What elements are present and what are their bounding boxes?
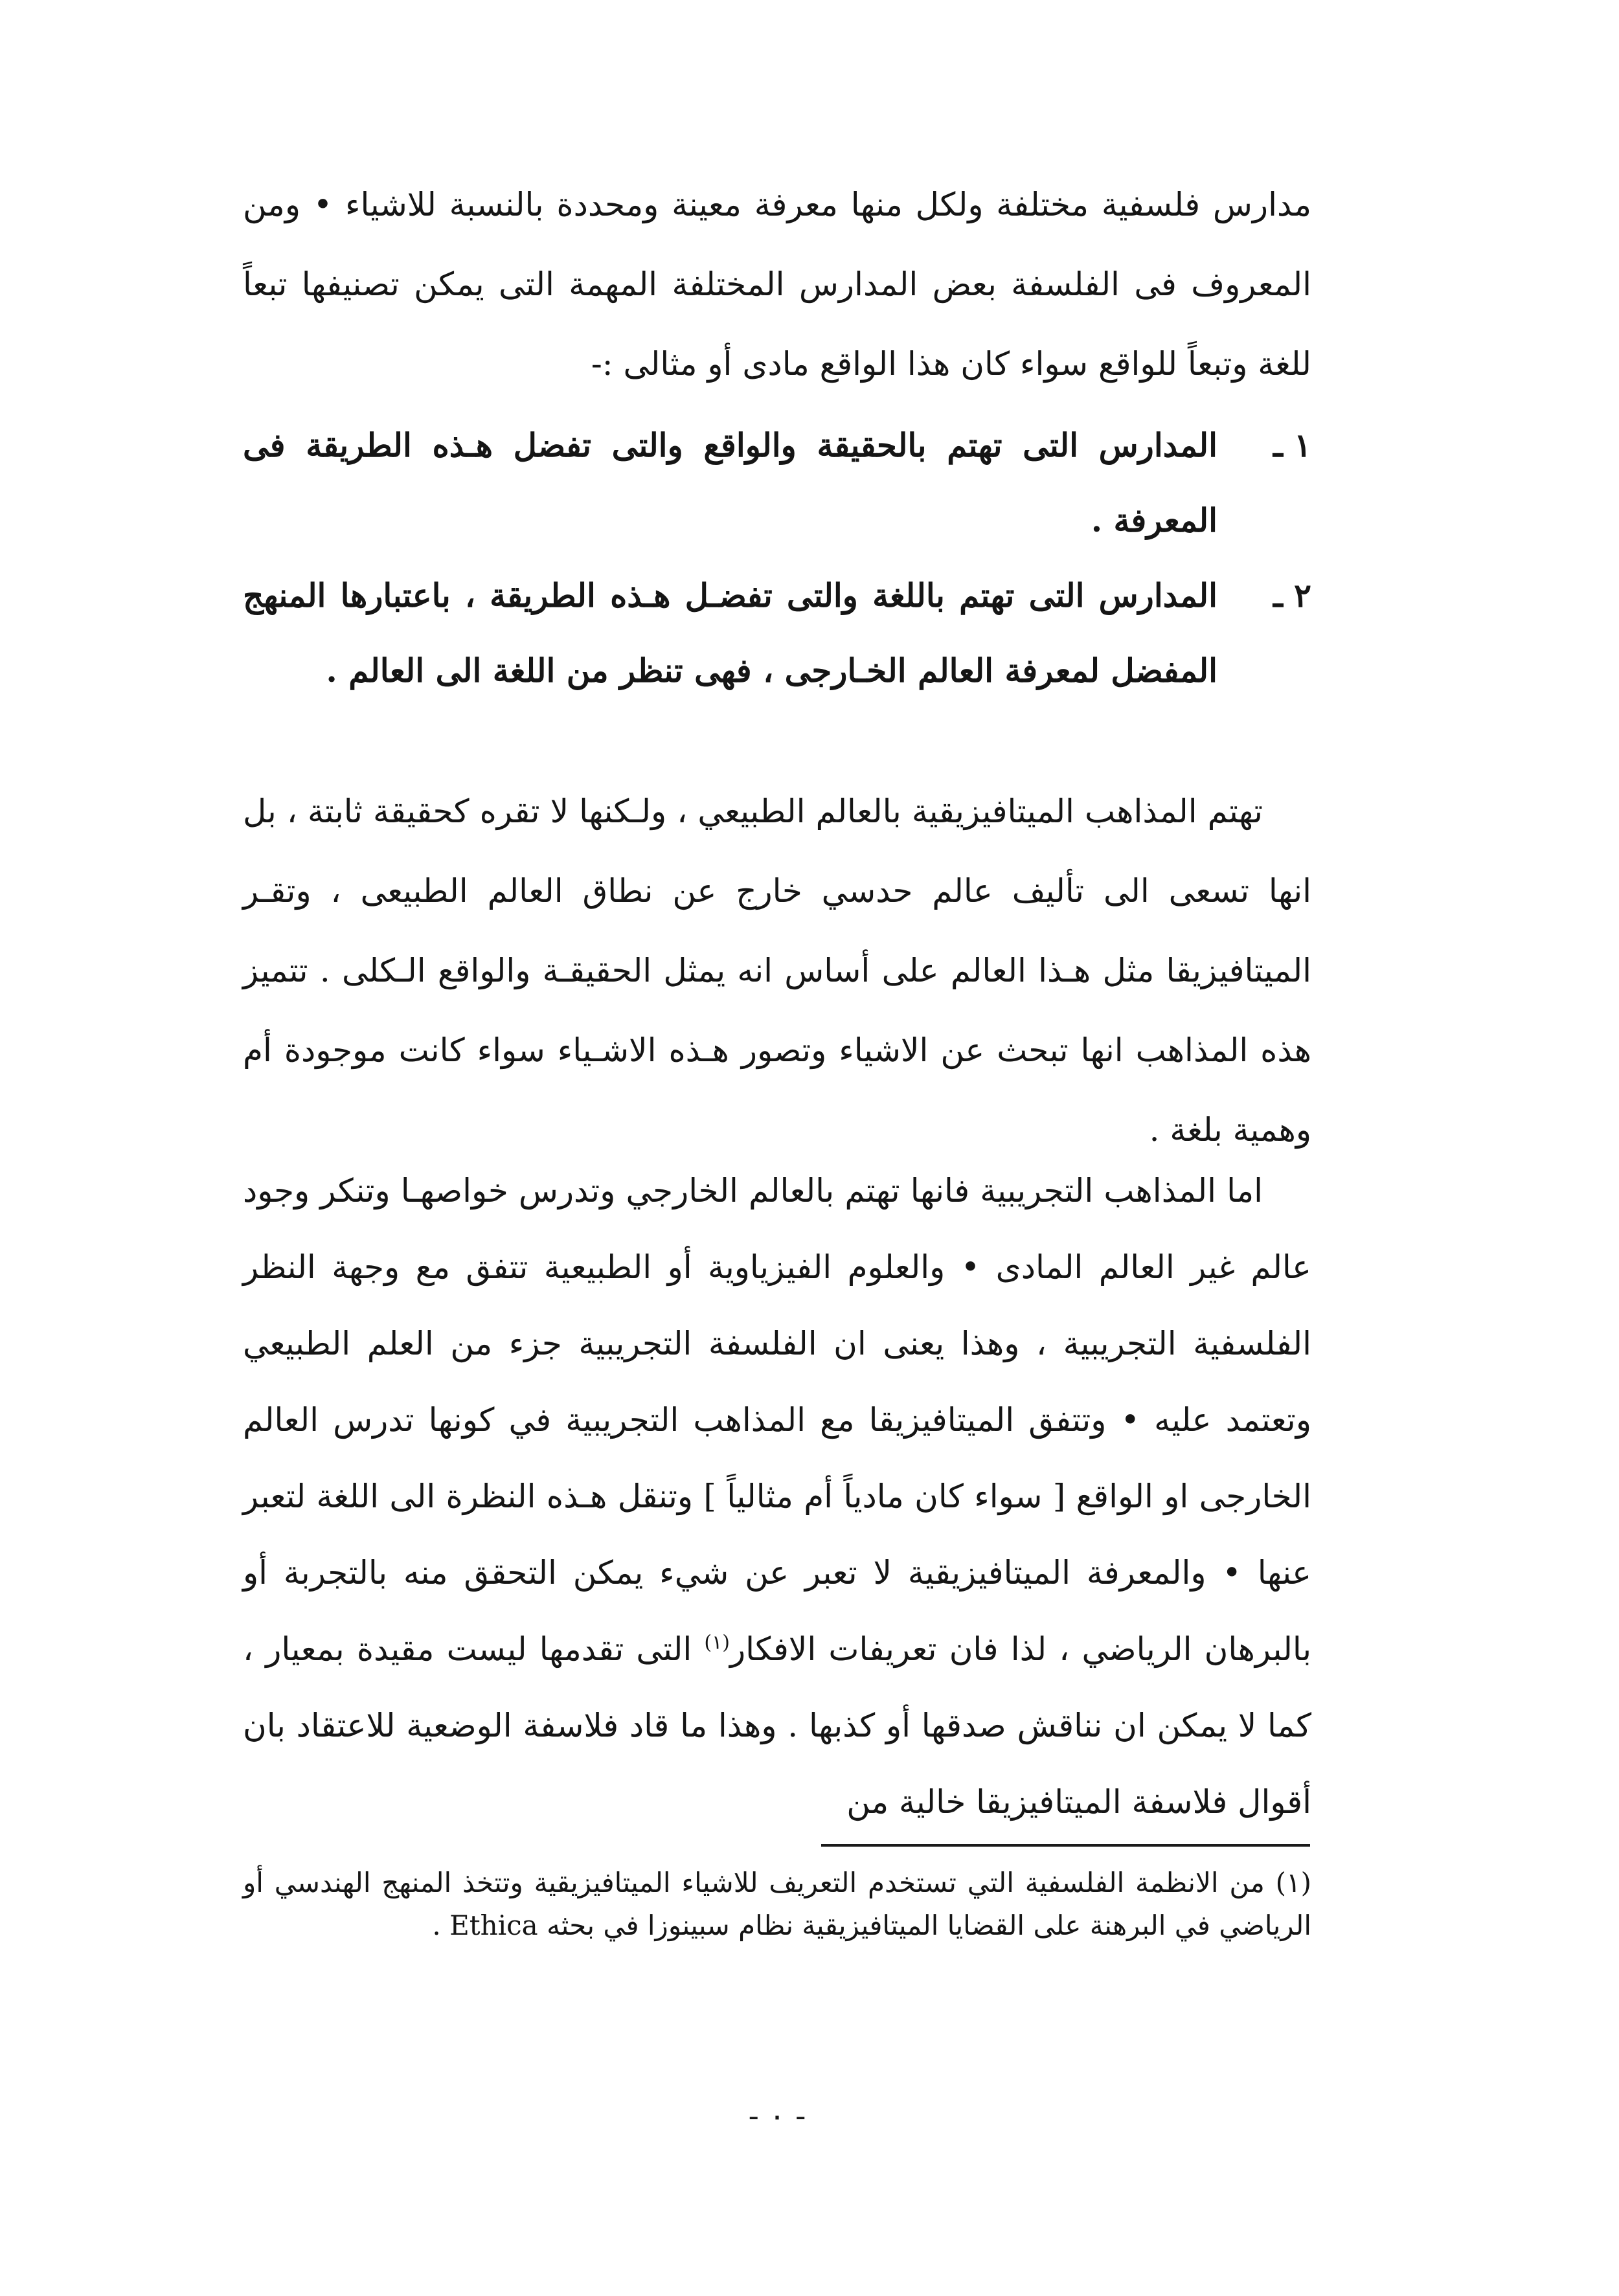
list-item-1-number: ١ ـ bbox=[1273, 426, 1311, 464]
list-item-2-text: المدارس التى تهتم باللغة والتى تفضـل هـذه الطريقة ، باعتبارها المنهج المفضل لمعرفة العالم الخـارجى ، فهى تنظر من اللغة الى العالم . bbox=[243, 576, 1217, 690]
footnote-text: (١) من الانظمة الفلسفية التي تستخدم التعريف للاشياء الميتافيزيقية وتتخذ المنهج الهندسي أو الرياضي في البرهنة على القضايا الميتافيزيقية نظام سبينوزا في بحثه bbox=[243, 1867, 1311, 1941]
empiricism-paragraph bbox=[243, 1153, 1311, 1840]
footnote-latin-term: Ethica bbox=[449, 1909, 538, 1941]
footnote-divider bbox=[821, 1844, 1310, 1847]
footnote-end: . bbox=[432, 1909, 441, 1941]
list-item-2-number: ٢ ـ bbox=[1273, 576, 1311, 614]
list-item-2 bbox=[243, 558, 1311, 708]
intro-text: مدارس فلسفية مختلفة ولكل منها معرفة معينة ومحددة بالنسبة للاشياء • ومن المعروف فى الفلسفة بعض المدارس المختلفة المهمة التى يمكن تصنيفها تبعاً للغة وتبعاً للواقع سواء كان هذا الواقع مادى أو مثالى :- bbox=[243, 186, 1311, 383]
page-number: - ٠ - bbox=[748, 2098, 806, 2134]
intro-paragraph bbox=[243, 165, 1311, 404]
list-item-1-text: المدارس التى تهتم بالحقيقة والواقع والتى تفضل هـذه الطريقة فى المعرفة . bbox=[243, 426, 1217, 539]
empiricism-text bbox=[243, 1153, 1311, 1840]
list-item-1 bbox=[243, 408, 1311, 558]
footnote-marker: (١) bbox=[704, 1631, 730, 1654]
empiricism-text-part-2: التى تقدمها ليست مقيدة بمعيار ، كما لا يمكن ان نناقش صدقها أو كذبها . وهذا ما قاد فلاسفة الوضعية للاعتقاد بان أقوال فلاسفة الميتافيزيقا خالية من bbox=[243, 1630, 1311, 1821]
metaphysics-paragraph bbox=[243, 772, 1311, 1170]
empiricism-text-part-1: اما المذاهب التجريبية فانها تهتم بالعالم الخارجي وتدرس خواصهـا وتنكر وجود عالم غير العالم المادى • والعلوم الفيزياوية أو الطبيعية تتفق مع وجهة النظر الفلسفية التجريبية ، وهذا يعنى ان الفلسفة التجريبية جزء من العلم الطبيعي وتعتمد عليه • وتتفق الميتافيزيقا مع المذاهب التجريبية في كونها تدرس العالم الخارجى او الواقع [ سواء كان مادياً أم مثالياً ] وتنقل هـذه النظرة الى اللغة لتعبر عنها • والمعرفة الميتافيزيقية لا تعبر عن شيء يمكن التحقق منه بالتجربة أو بالبرهان الرياضي ، لذا فان تعريفات الافكار bbox=[243, 1172, 1311, 1668]
metaphysics-text: تهتم المذاهب الميتافيزيقية بالعالم الطبيعي ، ولـكنها لا تقره كحقيقة ثابتة ، بل انها تسعى الى تأليف عالم حدسي خارج عن نطاق العالم الطبيعى ، وتقـر الميتافيزيقا مثل هـذا العالم على أساس انه يمثل الحقيقـة والواقع الـكلى . تتميز هذه المذاهب انها تبحث عن الاشياء وتصور هـذه الاشـياء سواء كانت موجودة أم وهمية بلغة . bbox=[243, 793, 1311, 1149]
footnote bbox=[243, 1862, 1311, 1947]
